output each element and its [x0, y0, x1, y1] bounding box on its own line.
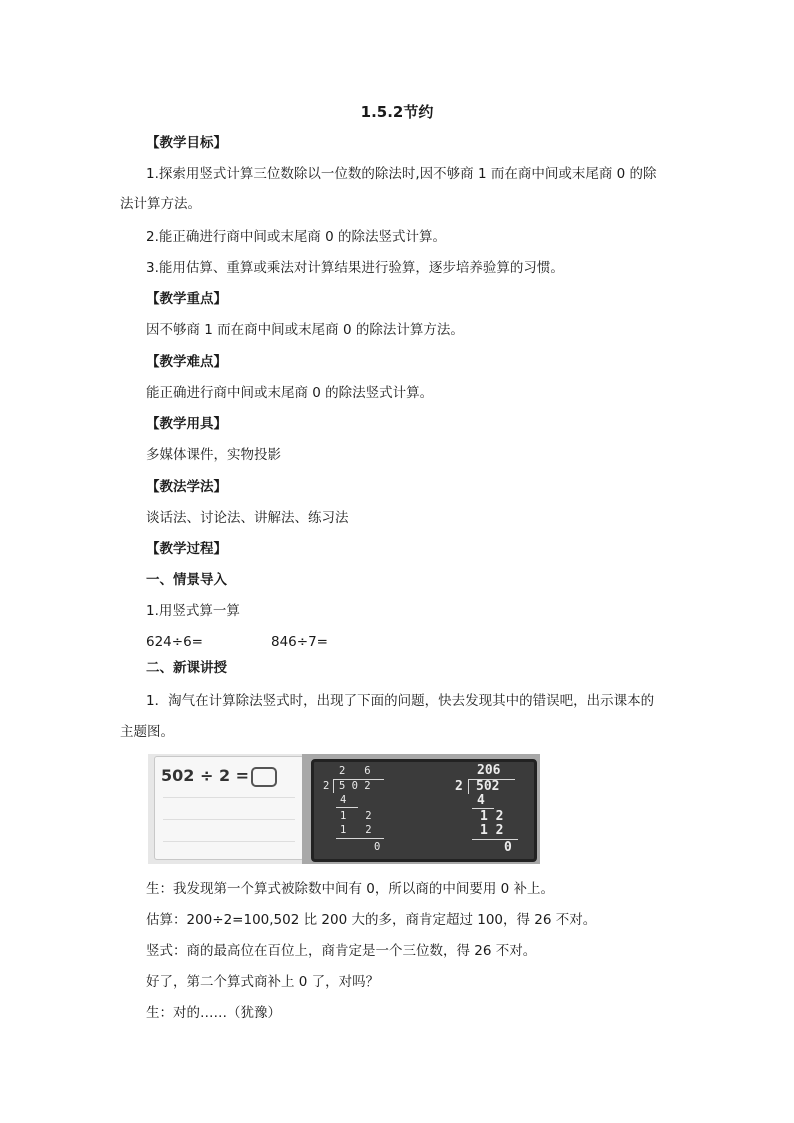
right-divisor: 2: [455, 779, 463, 794]
notebook-paper: [154, 756, 304, 860]
difficulties-heading: 【教学难点】: [146, 354, 227, 370]
chalkboard-frame: [302, 754, 540, 864]
lesson-title: 1.5.2节约: [360, 103, 434, 121]
left-step-1: 4: [340, 794, 347, 806]
paragraph-1-line-1: 1．淘气在计算除法竖式时，出现了下面的问题，快去发现其中的错误吧，出示课本的: [146, 693, 655, 709]
right-step-3: 1 2: [480, 823, 504, 838]
dialogue-line-1: 生：我发现第一个算式被除数中间有 0，所以商的中间要用 0 补上。: [146, 881, 555, 897]
dialogue-line-5: 生：对的……（犹豫）: [146, 1005, 281, 1021]
exercise-2: 846÷7=: [271, 634, 328, 650]
left-divisor: 2: [323, 780, 330, 792]
objective-2: 2.能正确进行商中间或末尾商 0 的除法竖式计算。: [146, 229, 447, 245]
key-points-text: 因不够商 1 而在商中间或末尾商 0 的除法计算方法。: [146, 322, 464, 338]
exercise-1: 624÷6=: [146, 634, 203, 650]
paper-equation: [161, 766, 277, 787]
equation-text: 502 ÷ 2 =: [161, 766, 250, 785]
process-heading: 【教学过程】: [146, 541, 227, 557]
paragraph-1-line-2: 主题图。: [120, 724, 174, 740]
difficulties-text: 能正确进行商中间或末尾商 0 的除法竖式计算。: [146, 385, 434, 401]
right-step-1: 4: [477, 793, 485, 808]
section-new-lesson: 二、新课讲授: [146, 660, 227, 676]
right-quotient: 206: [477, 763, 501, 778]
right-remainder: 0: [504, 840, 512, 855]
methods-heading: 【教法学法】: [146, 479, 227, 495]
dialogue-line-3: 竖式：商的最高位在百位上，商肯定是一个三位数，得 26 不对。: [146, 943, 537, 959]
right-dividend: 502: [476, 779, 500, 794]
objective-3: 3.能用估算、重算或乘法对计算结果进行验算，逐步培养验算的习惯。: [146, 260, 564, 276]
section-scenario-intro: 一、情景导入: [146, 572, 227, 588]
left-step-3: 1 2: [340, 824, 372, 836]
left-quotient: 2 6: [339, 765, 371, 777]
tools-text: 多媒体课件，实物投影: [146, 447, 281, 463]
chalkboard: [311, 759, 537, 862]
dialogue-line-4: 好了，第二个算式商补上 0 了，对吗？: [146, 974, 380, 990]
textbook-illustration: [148, 754, 540, 864]
dialogue-line-2: 估算：200÷2=100,502 比 200 大的多，商肯定超过 100，得 26 不对。: [146, 912, 597, 928]
tools-heading: 【教学用具】: [146, 416, 227, 432]
task-vertical-calc: 1.用竖式算一算: [146, 603, 240, 619]
left-dividend: 5 0 2: [339, 780, 371, 792]
left-step-2: 1 2: [340, 810, 372, 822]
exercise-row: [146, 633, 506, 651]
left-remainder: 0: [374, 841, 381, 853]
objective-1-line-2: 法计算方法。: [120, 196, 201, 212]
right-step-2: 1 2: [480, 809, 504, 824]
methods-text: 谈话法、讨论法、讲解法、练习法: [146, 510, 349, 526]
answer-box: [251, 767, 277, 787]
key-points-heading: 【教学重点】: [146, 291, 227, 307]
objectives-heading: 【教学目标】: [146, 135, 227, 151]
objective-1-line-1: 1.探索用竖式计算三位数除以一位数的除法时,因不够商 1 而在商中间或末尾商 0 的除: [146, 166, 657, 182]
